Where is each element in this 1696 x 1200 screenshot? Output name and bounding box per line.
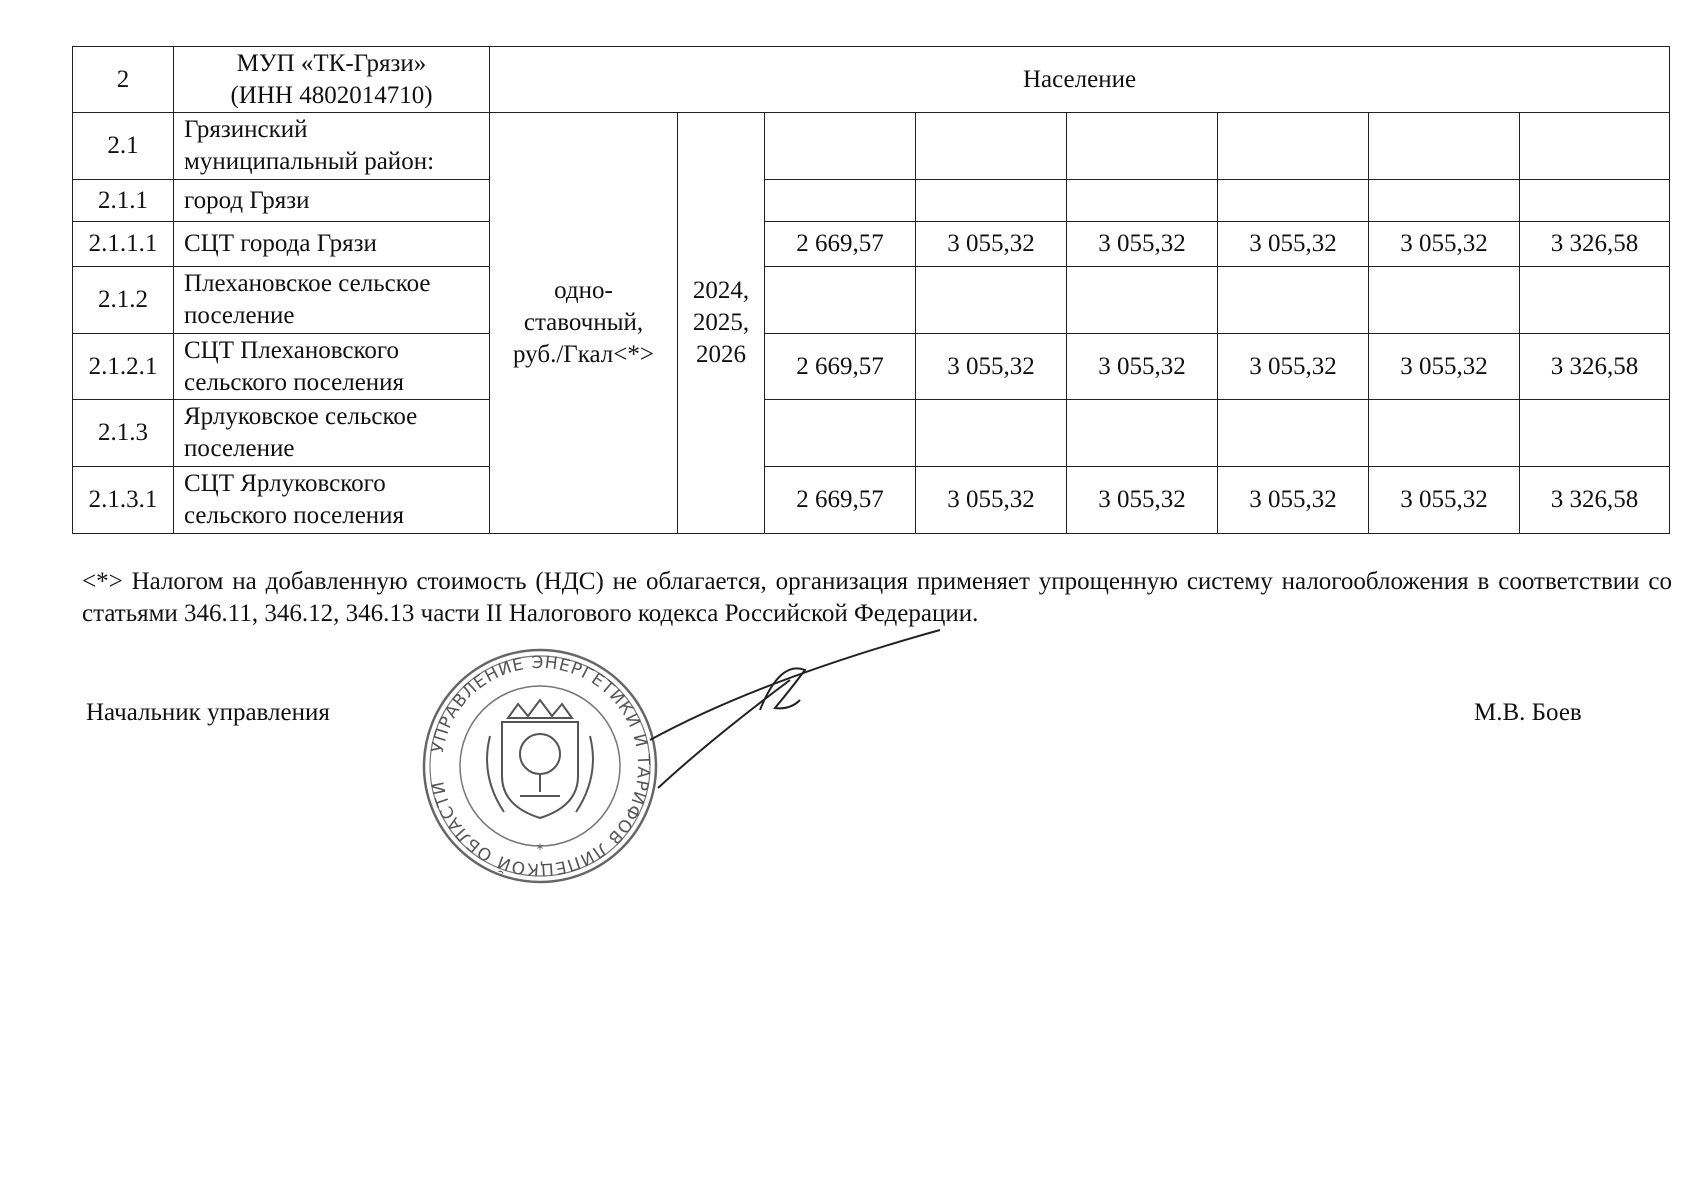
tariff-value: 3 055,32 xyxy=(1369,334,1520,400)
row-name: СЦТ Ярлуковского сельского поселения xyxy=(174,467,490,534)
tariff-value xyxy=(1520,180,1670,222)
tariff-value xyxy=(916,267,1067,334)
tariff-value xyxy=(1369,180,1520,222)
row-number: 2.1.1.1 xyxy=(73,222,174,267)
row-name: Грязинский муниципальный район: xyxy=(174,113,490,180)
tariff-value xyxy=(1520,267,1670,334)
row-name: Ярлуковское сельское поселение xyxy=(174,400,490,467)
tariff-value: 3 326,58 xyxy=(1520,334,1670,400)
row-number: 2.1.3 xyxy=(73,400,174,467)
tariff-value: 2 669,57 xyxy=(765,467,916,534)
tariff-value xyxy=(765,113,916,180)
tariff-value: 3 055,32 xyxy=(1369,467,1520,534)
row-name: СЦТ города Грязи xyxy=(174,222,490,267)
tariff-value: 3 055,32 xyxy=(1067,467,1218,534)
tariff-value xyxy=(765,267,916,334)
tariff-value xyxy=(1067,400,1218,467)
row-number: 2.1.3.1 xyxy=(73,467,174,534)
stamp-text: УПРАВЛЕНИЕ ЭНЕРГЕТИКИ И ТАРИФОВ ЛИПЕЦКОЙ ОБЛАСТИ xyxy=(427,652,654,880)
tariff-value xyxy=(1369,113,1520,180)
tariff-value: 3 055,32 xyxy=(1218,334,1369,400)
tariff-value: 3 055,32 xyxy=(1067,222,1218,267)
table-row xyxy=(73,222,1670,267)
consumer-category: Население xyxy=(490,47,1670,113)
tariff-value xyxy=(765,180,916,222)
row-number: 2.1.2 xyxy=(73,267,174,334)
row-number: 2.1 xyxy=(73,113,174,180)
coat-of-arms-icon xyxy=(487,700,593,818)
tariff-value xyxy=(1218,267,1369,334)
table-row xyxy=(73,467,1670,534)
tariff-value: 3 055,32 xyxy=(916,467,1067,534)
svg-text:*: * xyxy=(536,842,544,858)
table-row xyxy=(73,400,1670,467)
tariff-value: 3 055,32 xyxy=(1369,222,1520,267)
org-row xyxy=(73,47,1670,113)
tariff-value xyxy=(1520,113,1670,180)
tariff-value xyxy=(1520,400,1670,467)
tariff-value: 3 055,32 xyxy=(1218,467,1369,534)
tariff-value: 3 055,32 xyxy=(916,222,1067,267)
tariff-value xyxy=(1369,400,1520,467)
table-row xyxy=(73,267,1670,334)
tariff-value xyxy=(765,400,916,467)
table-row xyxy=(73,334,1670,400)
table-row xyxy=(73,180,1670,222)
tariff-value xyxy=(1218,180,1369,222)
tariff-value: 3 055,32 xyxy=(1218,222,1369,267)
tariff-value: 2 669,57 xyxy=(765,334,916,400)
row-name: Плехановское сельское поселение xyxy=(174,267,490,334)
signer-title: Начальник управления xyxy=(86,699,330,726)
tariff-value xyxy=(1218,113,1369,180)
tariff-value xyxy=(1067,180,1218,222)
tariff-value xyxy=(916,180,1067,222)
org-name-cell xyxy=(174,47,490,113)
tariff-table xyxy=(72,46,1670,534)
tariff-value: 3 326,58 xyxy=(1520,222,1670,267)
tariff-value: 2 669,57 xyxy=(765,222,916,267)
tariff-type: одно-ставочный, руб./Гкал<*> xyxy=(490,113,678,534)
tariff-value: 3 055,32 xyxy=(1067,334,1218,400)
tariff-value xyxy=(1067,267,1218,334)
official-stamp xyxy=(420,646,660,886)
tariff-value: 3 055,32 xyxy=(916,334,1067,400)
row-name: СЦТ Плехановского сельского поселения xyxy=(174,334,490,400)
tariff-value xyxy=(1218,400,1369,467)
tariff-value xyxy=(1369,267,1520,334)
org-inn: (ИНН 4802014710) xyxy=(230,81,433,109)
footnote: <*> Налогом на добавленную стоимость (НДС) не облагается, организация применяет упрощенную систему налогообложения в соответствии со статьями 346.11, 346.12, 346.13 части II Налогового кодекса Российской Федерации. xyxy=(82,568,1672,627)
tariff-value xyxy=(1067,113,1218,180)
row-name: город Грязи xyxy=(174,180,490,222)
row-number: 2.1.1 xyxy=(73,180,174,222)
signer-name: М.В. Боев xyxy=(1474,699,1582,726)
tariff-value xyxy=(916,400,1067,467)
tariff-value: 3 326,58 xyxy=(1520,467,1670,534)
handwritten-signature xyxy=(640,620,960,820)
tariff-years: 2024, 2025, 2026 xyxy=(678,113,765,534)
org-number: 2 xyxy=(73,47,174,113)
table-row xyxy=(73,113,1670,180)
org-name: МУП «ТК-Грязи» xyxy=(236,49,427,77)
tariff-value xyxy=(916,113,1067,180)
row-number: 2.1.2.1 xyxy=(73,334,174,400)
